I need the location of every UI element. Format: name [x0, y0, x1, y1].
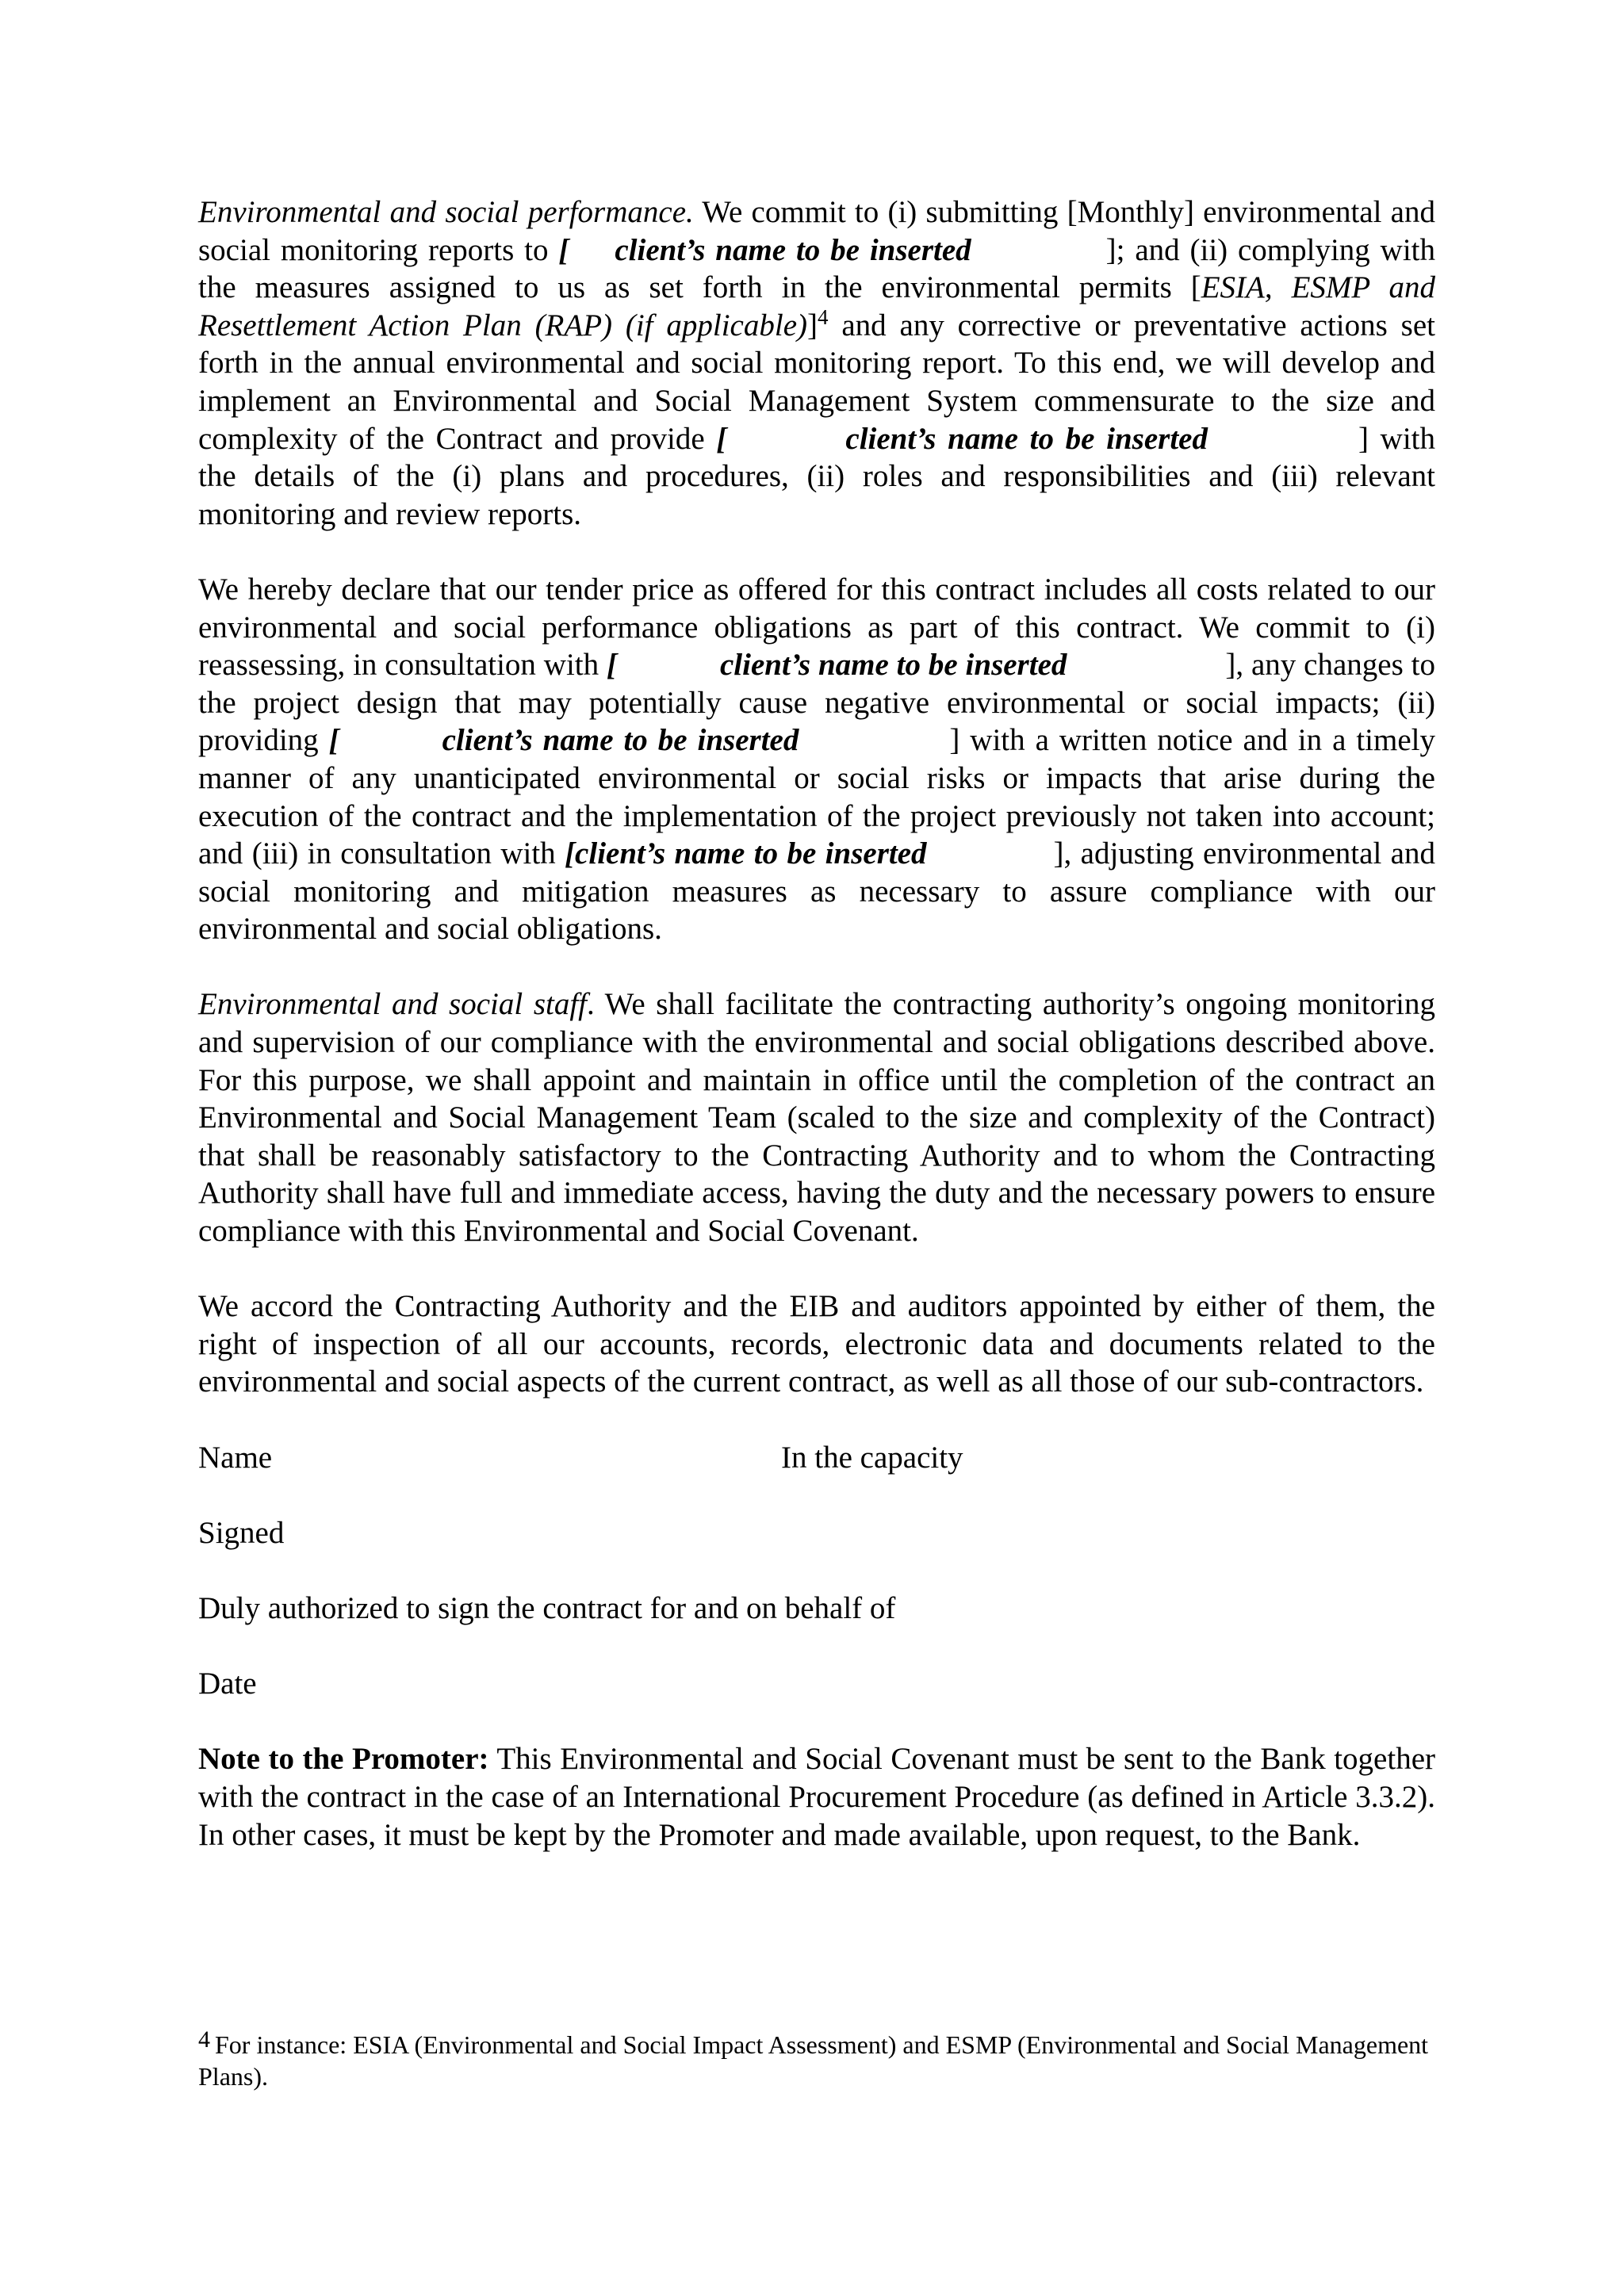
authorized-label: Duly authorized to sign the contract for and on behalf of	[198, 1590, 896, 1625]
text-segment: We hereby declare that our tender price as offered for this contract includes all costs related to our environmental and social performance obligations as part of this contract. We commit to (i) reassessing, in consultation with	[198, 572, 1435, 683]
date-label: Date	[198, 1667, 257, 1701]
permits-list: ESIA, ESMP and Resettlement Action Plan (RAP) (if applicable)	[198, 270, 1435, 342]
placeholder-client-name	[716, 422, 1358, 456]
placeholder-bracket: [	[558, 232, 569, 267]
signature-name-row	[198, 1439, 1435, 1477]
footnote-text: For instance: ESIA (Environmental and Social Impact Assessment) and ESMP (Environmental and Social Management Plans).	[198, 2030, 1429, 2091]
text-segment: ], any changes to the project design that may potentially cause negative environmental or social impacts; (ii) providing	[198, 648, 1435, 758]
footnote-reference: 4	[818, 304, 829, 329]
note-lead: Note to the Promoter:	[198, 1742, 489, 1777]
text-segment: This Environmental and Social Covenant must be sent to the Bank together with the contract in the case of an International Procurement Procedure (as defined in Article 3.3.2). In other cases, it must be kept by the Promoter and made available, upon request, to the Bank.	[198, 1742, 1435, 1852]
placeholder-bracket: [	[328, 723, 339, 758]
text-segment: . We shall facilitate the contracting authority’s ongoing monitoring and supervision of our compliance with the environmental and social obligations described above. For this purpose, we shall appoint and maintain in office until the completion of the contract an Environmental and Social Management Team (scaled to the size and complexity of the Contract) that shall be reasonably satisfactory to the Contracting Authority and to whom the Contracting Authority shall have full and immediate access, having the duty and the necessary powers to ensure compliance with this Environmental and Social Covenant.	[198, 987, 1436, 1249]
paragraph-note-to-promoter	[198, 1740, 1435, 1854]
placeholder-text: client’s name to be inserted	[442, 723, 799, 758]
placeholder-client-name	[558, 233, 1105, 267]
paragraph-environmental-social-staff	[198, 985, 1435, 1249]
signed-label: Signed	[198, 1515, 285, 1550]
paragraph-tender-price	[198, 571, 1435, 948]
placeholder-text: client’s name to be inserted	[720, 648, 1067, 683]
placeholder-bracket: [	[607, 648, 617, 683]
text-segment: We commit to (i) submitting [Monthly] environmental and social monitoring reports to	[198, 195, 1435, 267]
paragraph-inspection-rights	[198, 1288, 1435, 1401]
placeholder-bracket: [	[716, 421, 727, 456]
document-body	[198, 193, 1435, 1854]
placeholder-client-name	[329, 723, 950, 757]
placeholder-text: client’s name to be inserted	[615, 232, 971, 267]
name-label: Name	[198, 1440, 273, 1475]
text-segment: ]; and (ii) complying with the measures assigned to us as set forth in the environmental permits [	[198, 232, 1435, 305]
footnote	[198, 2026, 1435, 2091]
text-segment: ]	[807, 308, 818, 342]
text-segment: and any corrective or preventative actions set forth in the annual environmental and social monitoring report. To this end, we will develop and implement an Environmental and Social Management System commensurate to the size and complexity of the Contract and provide	[198, 308, 1435, 456]
text-segment: ] with the details of the (i) plans and procedures, (ii) roles and responsibilities and (iii) relevant monitoring and review reports.	[198, 421, 1435, 531]
placeholder-client-name	[607, 648, 1225, 682]
signature-date-row	[198, 1665, 1435, 1703]
paragraph-environmental-social-performance	[198, 193, 1435, 533]
text-segment: ], adjusting environmental and social monitoring and mitigation measures as necessary to assure compliance with our environmental and social obligations.	[198, 836, 1435, 947]
text-segment: We accord the Contracting Authority and the EIB and auditors appointed by either of them, the right of inspection of all our accounts, records, electronic data and documents related to the environmental and social aspects of the current contract, as well as all those of our sub-contractors.	[198, 1289, 1435, 1399]
paragraph-lead-staff: Environmental and social staff	[198, 987, 588, 1022]
text-segment: ] with a written notice and in a timely manner of any unanticipated environmental or social risks or impacts that arise during the execution of the contract and the implementation of the project previously not taken into account; and (iii) in consultation with	[198, 723, 1436, 871]
placeholder-client-name	[565, 836, 1053, 871]
footnote-mark: 4	[198, 2026, 210, 2053]
signature-authorized-row	[198, 1590, 1435, 1628]
placeholder-text: client’s name to be inserted	[845, 421, 1208, 456]
capacity-label: In the capacity	[781, 1440, 963, 1475]
signature-signed-row	[198, 1514, 1435, 1552]
placeholder-text: [client’s name to be inserted	[565, 836, 927, 871]
paragraph-lead-performance: Environmental and social performance.	[198, 195, 694, 229]
